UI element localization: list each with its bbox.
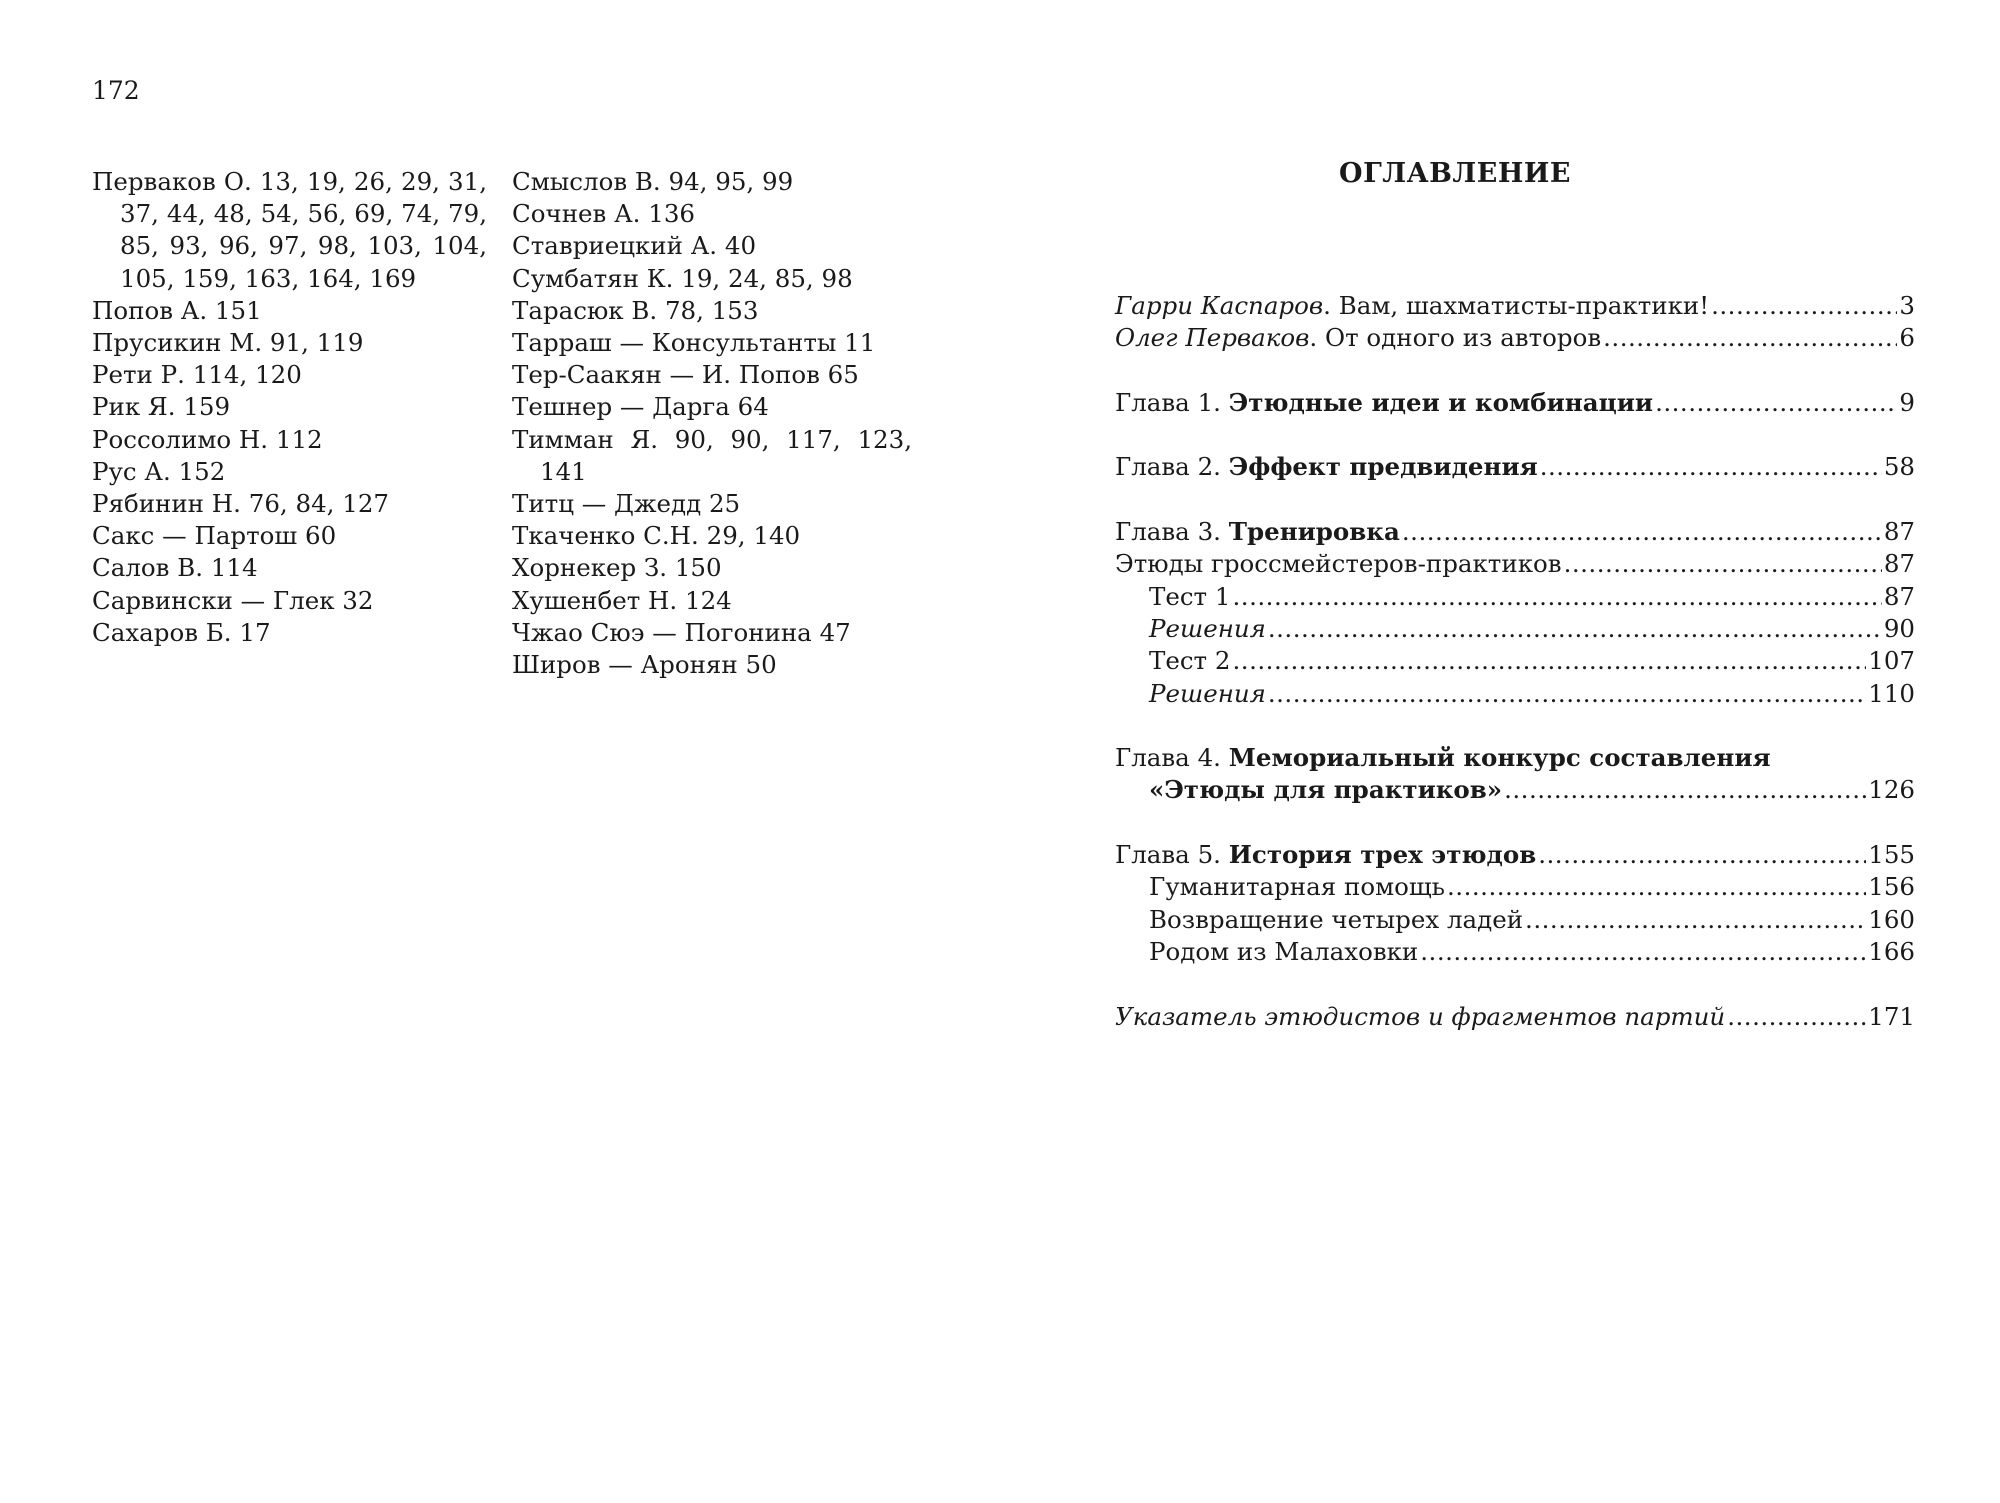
index-entry: Сахаров Б. 17 xyxy=(92,617,271,647)
toc-leader-dots xyxy=(1420,936,1866,968)
toc-entry-solutions-2[interactable] xyxy=(1115,678,1915,710)
index-entry: Сакс — Партош 60 xyxy=(92,521,337,551)
toc-entry-title: Возвращение четырех ладей xyxy=(1149,904,1524,934)
toc-entry-page: 156 xyxy=(1868,872,1915,902)
toc-leader-dots xyxy=(1727,1001,1866,1033)
index-entry: Сарвински — Глек 32 xyxy=(92,585,374,615)
toc-entry-title: «Этюды для практиков» xyxy=(1149,775,1503,805)
toc-entry-page: 87 xyxy=(1883,517,1915,547)
toc-entry-title: История трех этюдов xyxy=(1228,840,1537,870)
toc-entry-title: Решения xyxy=(1149,613,1266,643)
toc-leader-dots xyxy=(1447,871,1866,903)
toc-leader-dots xyxy=(1504,774,1866,806)
toc-entry-page: 166 xyxy=(1868,936,1915,966)
index-entry: Перваков О. 13, 19, 26, 29, 31, 37, 44, 48, 54, 56, 69, 74, 79, 85, 93, 96, 97, 98, 103, 104, 105, 159, 163, 164, 169 xyxy=(92,167,487,293)
toc-entry-author: Гарри Каспаров xyxy=(1115,291,1324,320)
index-entry: Рети Р. 114, 120 xyxy=(92,360,302,390)
toc-entry-title: Родом из Малаховки xyxy=(1149,936,1419,966)
index-entry: Тарраш — Консультанты 11 xyxy=(512,328,876,358)
toc-leader-dots xyxy=(1711,290,1897,322)
index-entry: Тимман Я. 90, 90, 117, 123, 141 xyxy=(512,424,912,486)
toc-entry-chapter-5[interactable] xyxy=(1115,839,1915,871)
toc-entry-title: . Вам, шахматисты-практики! xyxy=(1323,291,1710,320)
toc-entry-page: 90 xyxy=(1883,613,1915,643)
toc-entry-title: Этюды гроссмейстеров-практиков xyxy=(1115,549,1562,579)
toc-entry-page: 107 xyxy=(1868,646,1915,676)
toc-entry-title: Гуманитарная помощь xyxy=(1149,872,1445,902)
index-entry: Титц — Джедд 25 xyxy=(512,489,741,519)
toc-leader-dots xyxy=(1603,322,1897,354)
index-entry: Россолимо Н. 112 xyxy=(92,424,323,454)
toc-entry-test-2[interactable] xyxy=(1115,645,1915,677)
index-entry: Ставриецкий А. 40 xyxy=(512,231,757,261)
toc-entry-author: Олег Перваков xyxy=(1115,323,1310,353)
toc-leader-dots xyxy=(1268,613,1882,645)
toc-entry-chapter-4-line-2[interactable] xyxy=(1115,774,1915,806)
index-entry: Тешнер — Дарга 64 xyxy=(512,392,769,422)
index-entry: Хушенбет Н. 124 xyxy=(512,585,732,615)
toc-entry-page: 87 xyxy=(1883,549,1915,579)
toc-entry-page: 155 xyxy=(1868,840,1915,870)
toc-entry-grandmaster-studies[interactable] xyxy=(1115,548,1915,580)
toc-entry-title: Указатель этюдистов и фрагментов партий xyxy=(1115,1001,1726,1031)
toc-entry-title: Тест 2 xyxy=(1149,646,1231,676)
index-entry: Салов В. 114 xyxy=(92,553,258,583)
index-column-left xyxy=(92,166,487,649)
index-entry: Сумбатян К. 19, 24, 85, 98 xyxy=(512,263,853,293)
toc-entry-title: . От одного из авторов xyxy=(1309,323,1602,353)
toc-entry-page: 126 xyxy=(1868,775,1915,805)
toc-entry-title: Решения xyxy=(1149,678,1266,708)
index-entry: Смыслов В. 94, 95, 99 xyxy=(512,167,794,196)
index-entry: Рус А. 152 xyxy=(92,456,226,486)
toc-entry-page: 6 xyxy=(1899,323,1915,353)
toc-leader-dots xyxy=(1540,451,1882,483)
toc-leader-dots xyxy=(1268,678,1866,710)
toc-entry-page: 9 xyxy=(1899,387,1915,417)
toc-entry-solutions-1[interactable] xyxy=(1115,613,1915,645)
toc-entry-chapter-2[interactable] xyxy=(1115,451,1915,483)
index-column-right xyxy=(512,166,912,681)
toc-entry-page: 110 xyxy=(1868,678,1915,708)
toc-entry-kasparov[interactable] xyxy=(1115,290,1915,322)
index-entry: Рик Я. 159 xyxy=(92,392,231,422)
toc-entry-four-rooks[interactable] xyxy=(1115,904,1915,936)
toc-entry-title: Тест 1 xyxy=(1149,581,1231,611)
index-entry: Рябинин Н. 76, 84, 127 xyxy=(92,489,390,519)
index-entry: Чжао Сюэ — Погонина 47 xyxy=(512,617,851,647)
toc-leader-dots xyxy=(1655,387,1897,419)
toc-entry-chapter-3[interactable] xyxy=(1115,516,1915,548)
toc-entry-prefix: Глава 3. xyxy=(1115,517,1229,547)
table-of-contents xyxy=(1115,290,1915,1033)
toc-entry-page: 87 xyxy=(1883,581,1915,611)
toc-entry-humanitarian-aid[interactable] xyxy=(1115,871,1915,903)
toc-entry-prefix: Глава 5. xyxy=(1115,840,1229,870)
toc-entry-title: Тренировка xyxy=(1228,517,1400,547)
toc-entry-title: Мемориальный конкурс составления xyxy=(1228,743,1771,773)
index-entry: Широв — Аронян 50 xyxy=(512,650,777,680)
index-entry: Хорнекер З. 150 xyxy=(512,553,722,583)
page-number: 172 xyxy=(92,76,140,105)
toc-leader-dots xyxy=(1564,548,1882,580)
toc-entry-title: Эффект предвидения xyxy=(1228,452,1538,482)
toc-entry-malakhovka[interactable] xyxy=(1115,936,1915,968)
toc-entry-page: 58 xyxy=(1883,452,1915,482)
toc-leader-dots xyxy=(1233,581,1882,613)
toc-entry-prefix: Глава 1. xyxy=(1115,387,1229,417)
toc-entry-chapter-1[interactable] xyxy=(1115,387,1915,419)
toc-leader-dots xyxy=(1402,516,1882,548)
index-entry: Тер-Саакян — И. Попов 65 xyxy=(512,360,859,390)
toc-entry-page: 160 xyxy=(1868,904,1915,934)
toc-entry-index[interactable] xyxy=(1115,1001,1915,1033)
index-entry: Сочнев А. 136 xyxy=(512,199,695,229)
toc-entry-pervakov[interactable] xyxy=(1115,322,1915,354)
toc-entry-prefix: Глава 4. xyxy=(1115,743,1229,773)
index-entry: Прусикин М. 91, 119 xyxy=(92,328,364,358)
index-entry: Тарасюк В. 78, 153 xyxy=(512,295,759,325)
toc-entry-chapter-4-line-1[interactable] xyxy=(1115,742,1915,774)
toc-entry-test-1[interactable] xyxy=(1115,581,1915,613)
toc-leader-dots xyxy=(1233,645,1867,677)
toc-title: ОГЛАВЛЕНИЕ xyxy=(1339,158,1571,189)
toc-entry-page: 3 xyxy=(1899,291,1915,320)
toc-entry-title: Этюдные идеи и комбинации xyxy=(1228,387,1654,417)
toc-entry-page: 171 xyxy=(1868,1001,1915,1031)
toc-entry-prefix: Глава 2. xyxy=(1115,452,1229,482)
index-entry: Ткаченко С.Н. 29, 140 xyxy=(512,521,801,551)
index-entry: Попов А. 151 xyxy=(92,295,262,325)
toc-leader-dots xyxy=(1538,839,1866,871)
toc-leader-dots xyxy=(1525,904,1866,936)
